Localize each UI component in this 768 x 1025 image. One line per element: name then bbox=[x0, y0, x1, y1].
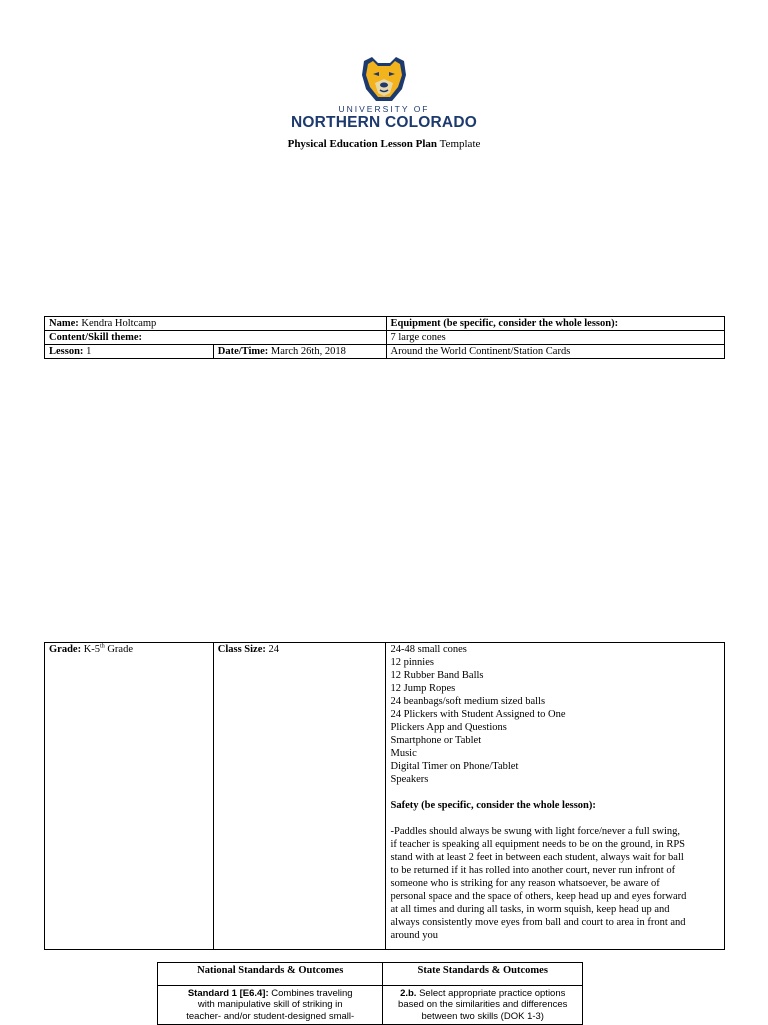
safety-line: always consistently move eyes from ball and court to area in front and bbox=[390, 917, 686, 928]
equipment-item: 12 Jump Ropes bbox=[390, 683, 456, 694]
equipment-item: Digital Timer on Phone/Tablet bbox=[390, 761, 519, 772]
state-standard-cell bbox=[383, 985, 583, 1025]
grade-sup: th bbox=[100, 643, 105, 650]
state-standard-line: based on the similarities and differences bbox=[398, 999, 568, 1010]
safety-line: around you bbox=[390, 930, 439, 941]
university-of-text: UNIVERSITY OF bbox=[338, 104, 430, 114]
state-standard-text bbox=[388, 988, 577, 1023]
class-size-value: 24 bbox=[268, 644, 279, 655]
name-value: Kendra Holtcamp bbox=[81, 318, 157, 329]
national-standard-cell bbox=[158, 985, 383, 1025]
document-title bbox=[0, 138, 768, 150]
title-bold: Physical Education Lesson Plan bbox=[287, 138, 438, 150]
equipment-item: 24-48 small cones bbox=[390, 644, 467, 655]
grade-suffix: Grade bbox=[107, 644, 133, 655]
bear-logo-icon bbox=[358, 55, 410, 103]
datetime-label: Date/Time: bbox=[217, 346, 269, 357]
class-size-cell bbox=[213, 643, 386, 950]
equipment-item: 24 Plickers with Student Assigned to One bbox=[390, 709, 566, 720]
grade-label: Grade: bbox=[49, 644, 82, 655]
equipment-item: Plickers App and Questions bbox=[390, 722, 507, 733]
equipment-item: Music bbox=[390, 748, 417, 759]
class-size-label: Class Size: bbox=[217, 644, 266, 655]
safety-text bbox=[390, 825, 724, 942]
safety-line: at all times and during all tasks, in worm squish, keep head up and bbox=[390, 904, 670, 915]
equipment-item: Smartphone or Tablet bbox=[390, 735, 482, 746]
safety-label: Safety (be specific, consider the whole lesson): bbox=[390, 800, 596, 811]
state-standards-header: State Standards & Outcomes bbox=[383, 963, 583, 986]
content-cell bbox=[45, 331, 387, 345]
grade-cell bbox=[45, 643, 214, 950]
equipment-line2: Around the World Continent/Station Cards bbox=[386, 345, 725, 359]
equipment-line1: 7 large cones bbox=[386, 331, 725, 345]
national-standard-line: teacher- and/or student-designed small- bbox=[186, 1010, 355, 1022]
national-standard-line-label: Standard 1 [E6.4]: bbox=[187, 987, 269, 999]
lesson-cell bbox=[45, 345, 214, 359]
equipment-header-cell bbox=[386, 317, 725, 331]
equipment-list bbox=[390, 643, 724, 786]
state-standard-line: between two skills (DOK 1-3) bbox=[421, 1010, 544, 1022]
grade-safety-table bbox=[44, 642, 725, 950]
safety-line: personal space and the space of others, keep head up and eyes forward bbox=[390, 891, 687, 902]
state-standard-line-label: 2.b. bbox=[400, 987, 417, 999]
safety-line: -Paddles should always be swung with light force/never a full swing, bbox=[390, 826, 681, 837]
equipment-item: Speakers bbox=[390, 774, 429, 785]
datetime-cell bbox=[213, 345, 386, 359]
safety-line: if teacher is speaking all equipment needs to be on the ground, in RPS bbox=[390, 839, 686, 850]
lesson-info-table bbox=[44, 316, 725, 359]
lesson-label: Lesson: bbox=[49, 346, 84, 357]
name-label: Name: bbox=[49, 318, 79, 329]
national-standard-text bbox=[163, 988, 377, 1023]
safety-line: to be returned if it has rolled into another court, never run infront of bbox=[390, 865, 676, 876]
content-label: Content/Skill theme: bbox=[49, 332, 143, 343]
standards-table bbox=[157, 962, 583, 1025]
state-standard-line: 2.b. Select appropriate practice options bbox=[400, 987, 566, 999]
equipment-item: 24 beanbags/soft medium sized balls bbox=[390, 696, 546, 707]
grade-prefix: K-5 bbox=[83, 644, 101, 655]
equipment-item: 12 Rubber Band Balls bbox=[390, 670, 484, 681]
equipment-item: 12 pinnies bbox=[390, 657, 434, 668]
safety-line: someone who is striking for any reason whatsoever, be aware of bbox=[390, 878, 660, 889]
safety-line: stand with at least 2 feet in between each student, always wait for ball bbox=[390, 852, 684, 863]
name-cell bbox=[45, 317, 387, 331]
lesson-value: 1 bbox=[86, 346, 92, 357]
national-standard-line: with manipulative skill of striking in bbox=[197, 999, 343, 1010]
university-name: NORTHERN COLORADO bbox=[291, 114, 477, 131]
title-rest: Template bbox=[439, 138, 481, 150]
equipment-label: Equipment (be specific, consider the whole lesson): bbox=[390, 318, 619, 329]
national-standard-line: Standard 1 [E6.4]: Combines traveling bbox=[187, 987, 353, 999]
national-standards-header: National Standards & Outcomes bbox=[158, 963, 383, 986]
datetime-value: March 26th, 2018 bbox=[270, 346, 346, 357]
equipment-safety-cell bbox=[386, 643, 725, 950]
